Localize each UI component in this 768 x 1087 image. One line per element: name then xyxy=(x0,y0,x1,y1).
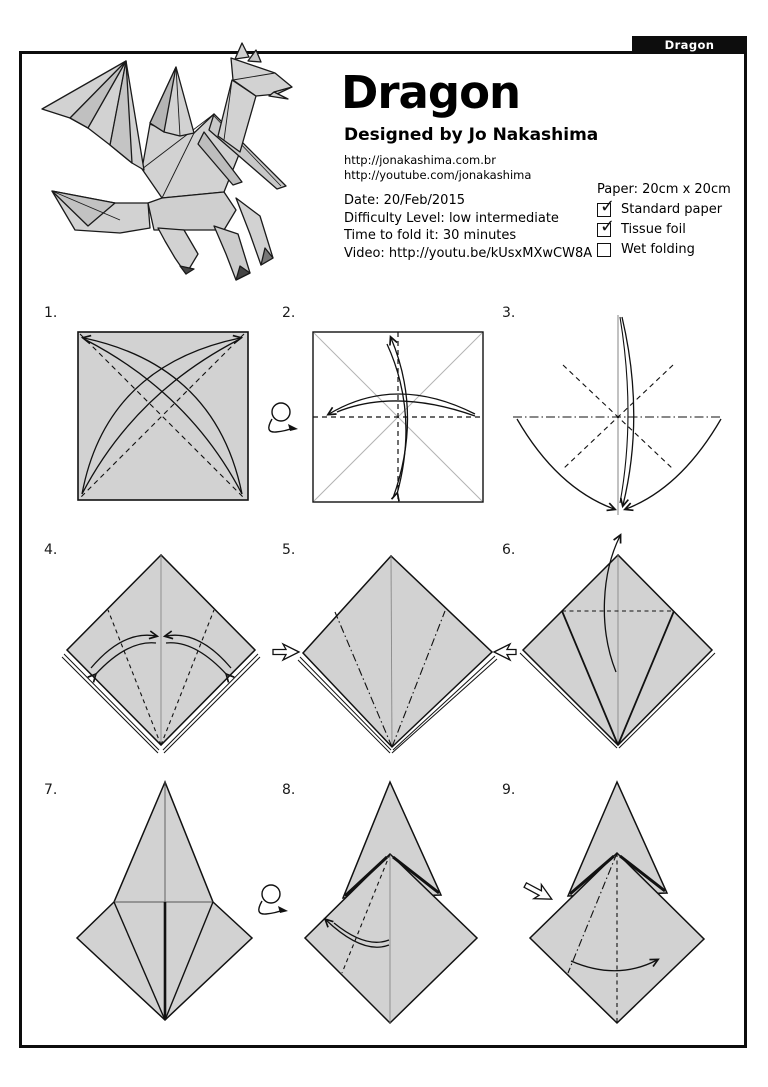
push-arrow-icon xyxy=(521,878,555,906)
detail-video: Video: http://youtu.be/kUsxMXwCW8A xyxy=(344,245,593,261)
link-youtube: http://youtube.com/jonakashima xyxy=(344,168,532,182)
step-6-diagram xyxy=(498,532,738,760)
dragon-illustration xyxy=(28,40,330,286)
author-links xyxy=(344,153,531,183)
model-details xyxy=(344,192,592,262)
page-title: Dragon xyxy=(341,66,521,119)
checkbox-checked xyxy=(597,196,616,217)
push-arrow-icon xyxy=(273,644,299,660)
step-2-diagram xyxy=(303,318,493,513)
checkmark-icon: ✓ xyxy=(600,196,616,217)
checkmark-icon: ✓ xyxy=(600,216,616,237)
checkbox-checked xyxy=(597,216,616,237)
step-6-number: 6. xyxy=(502,542,516,558)
step-4-diagram xyxy=(55,540,270,755)
step-8-diagram xyxy=(268,773,498,1028)
step-1-diagram xyxy=(58,318,258,513)
step-2-number: 2. xyxy=(282,305,296,321)
step-9-diagram xyxy=(497,773,740,1028)
step-3-diagram xyxy=(495,303,745,528)
paper-option-label: Wet folding xyxy=(621,242,695,257)
turn-over-icon xyxy=(262,399,302,441)
designer-line: Designed by Jo Nakashima xyxy=(344,125,599,145)
step-8-number: 8. xyxy=(282,782,296,798)
step-9-number: 9. xyxy=(502,782,516,798)
step-7-number: 7. xyxy=(44,782,58,798)
detail-date: Date: 20/Feb/2015 xyxy=(344,193,465,208)
link-website: http://jonakashima.com.br xyxy=(344,153,496,167)
step-5-number: 5. xyxy=(282,542,296,558)
detail-time: Time to fold it: 30 minutes xyxy=(344,228,517,243)
corner-tab-label: Dragon xyxy=(664,38,715,52)
step-3-number: 3. xyxy=(502,305,516,321)
step-5-diagram xyxy=(272,540,517,755)
detail-difficulty: Difficulty Level: low intermediate xyxy=(344,210,559,226)
step-7-diagram xyxy=(38,773,288,1028)
corner-tab xyxy=(632,36,747,54)
paper-size: Paper: 20cm x 20cm xyxy=(597,182,731,197)
paper-option-label: Standard paper xyxy=(621,202,723,217)
checkbox-unchecked xyxy=(597,243,611,257)
step-4-number: 4. xyxy=(44,542,58,558)
paper-option-label: Tissue foil xyxy=(621,222,686,237)
step-1-number: 1. xyxy=(44,305,58,321)
